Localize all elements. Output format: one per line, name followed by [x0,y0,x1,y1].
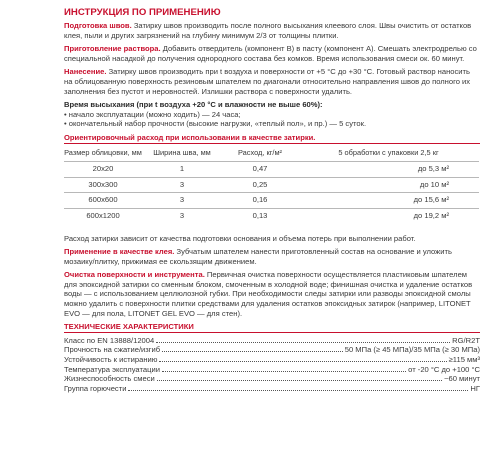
leader-dots [128,389,468,391]
mixing-paragraph [64,44,480,63]
cleaning-label: Очистка поверхности и инструмента. [64,270,205,280]
spec-row [64,384,480,394]
spec-row [64,355,480,365]
spec-value: ≥115 мм³ [448,355,480,365]
table-cell: 0,25 [222,177,298,193]
spec-label: Группа горючести [64,383,127,393]
table-cell: 1 [142,162,222,178]
table-cell: до 5,3 м² [298,162,479,178]
drying-list [64,110,480,129]
table-header-row [64,147,479,162]
consumption-heading: Ориентировочный расход при использовании в качестве затирки. [64,132,316,142]
spec-value: 50 МПа (≥ 45 МПа)/35 МПа (≥ 30 МПа) [344,345,480,355]
column-header: 5 обработки с упаковки 2,5 кг [338,147,439,157]
preparation-text: Затирку швов производить после полного высыхания клеевого слоя. Швы очистить от остатков клея, пыли и других загрязнений на глубину минимум 2/3 от толщины плитки. [64,21,472,40]
consumption-divider [64,143,480,144]
table-cell: 20х20 [64,162,142,178]
consumption-table [64,147,479,224]
table-cell: до 15,6 м² [298,193,479,209]
drying-item: • окончательный набор прочности (высокие нагрузки, «теплый пол», и пр.) — 5 суток. [64,119,480,129]
spec-value: RG/R2T [452,335,480,345]
spec-label: Прочность на сжатие/изгиб [64,345,161,355]
spec-value: НГ [470,383,480,393]
consumption-note: Расход затирки зависит от качества подготовки основания и объема потерь при выполнении работ. [64,233,416,243]
table-row [64,193,479,209]
table-row [64,208,479,223]
spec-value: ~60 минут [444,374,480,384]
table-cell: 0,13 [222,208,298,223]
table-cell: 0,16 [222,193,298,209]
preparation-paragraph [64,21,480,40]
table-cell: 0,47 [222,162,298,178]
spec-row [64,345,480,355]
column-header: Размер облицовки, мм [64,147,142,157]
table-cell: 3 [142,193,222,209]
leader-dots [159,360,446,362]
spec-label: Температура эксплуатации [64,364,160,374]
table-cell: 3 [142,177,222,193]
table-cell: 300х300 [64,177,142,193]
table-row [64,162,479,178]
glue-text: Зубчатым шпателем нанести приготовленный состав на основание и уложить мозаику/плитку, прижимая ее скользящим движением. [64,247,452,266]
glue-paragraph [64,247,480,266]
leader-dots [162,370,406,372]
table-cell: 600х1200 [64,208,142,223]
table-cell: до 19,2 м² [298,208,479,223]
spec-value: от -20 °С до +100 °С [408,364,480,374]
leader-dots [157,379,442,381]
specs-divider [64,332,480,333]
table-cell: до 10 м² [298,177,479,193]
spec-label: Устойчивость к истиранию [64,355,158,365]
spec-row [64,374,480,384]
mixing-label: Приготовление раствора. [64,44,161,54]
mixing-text: Добавить отвердитель (компонент В) в пасту (компонент А). Смешать электродрелью со специальной насадкой до получения однородного состава без комков. Время использования смеси ок. 60 минут. [64,44,477,63]
spec-label: Жизнеспособность смеси [64,374,155,384]
leader-dots [162,350,343,352]
drying-heading: Время высыхания (при t воздуха +20 °С и влажности не выше 60%): [64,100,323,110]
application-paragraph [64,67,480,96]
table-cell: 600х600 [64,193,142,209]
cleaning-paragraph [64,270,480,318]
application-label: Нанесение. [64,67,107,77]
table-row [64,177,479,193]
specs-heading: ТЕХНИЧЕСКИЕ ХАРАКТЕРИСТИКИ [64,322,194,332]
page-title: ИНСТРУКЦИЯ ПО ПРИМЕНЕНИЮ [64,7,221,18]
drying-item: • начало эксплуатации (можно ходить) — 24 часа; [64,110,480,120]
table-cell: 3 [142,208,222,223]
column-header: Ширина шва, мм [153,147,211,157]
spec-row [64,365,480,375]
preparation-label: Подготовка швов. [64,21,132,30]
spec-row [64,336,480,346]
column-header: Расход, кг/м² [238,147,282,157]
cleaning-text: Первичная очистка поверхности осуществляется пластиковым шпателем для эпоксидной затирки со сменным блоком, смоченным в холодной воде; финишная очистка и удаление остатков воды — с использованием целлюлозной губки. При необходимости следы затирки или разводы эпоксидной смолы можно удалить с поверхности плитки средствами для удаления остатков эпоксидных затирок (например, LITONET EVO — для пола, LITONET GEL EVO — для стен). [64,270,473,318]
specs-list [64,336,480,394]
application-text: Затирку швов производить при t воздуха и поверхности от +5 °С до +30 °С. Готовый раствор наносить на облицованную поверхность резиновым шпателем по диагонали относительно направления швов до полного их заполнения без пустот и неровностей. Излишки раствора с поверхности удалить. [64,67,471,96]
leader-dots [156,341,450,343]
glue-label: Применение в качестве клея. [64,247,175,257]
spec-label: Класс по EN 13888/12004 [64,335,155,345]
